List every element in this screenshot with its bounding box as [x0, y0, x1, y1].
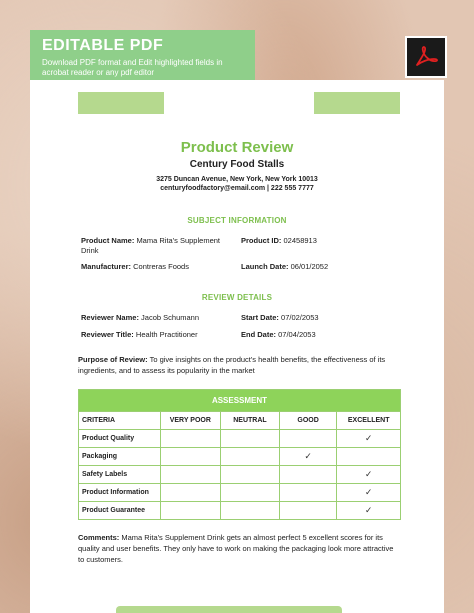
column-header: GOOD: [279, 412, 337, 429]
tape-decoration: [314, 92, 400, 114]
rating-cell[interactable]: [279, 466, 337, 483]
document-title: Product Review: [180, 139, 294, 156]
subject-information-heading: SUBJECT INFORMATION: [187, 216, 287, 225]
manufacturer-field[interactable]: [81, 262, 189, 272]
reviewer-name-value[interactable]: Jacob Schumann: [141, 313, 199, 322]
purpose-label: Purpose of Review:: [78, 355, 148, 364]
banner-subtitle: Download PDF format and Edit highlighted fields in acrobat reader or any pdf editor: [42, 58, 223, 77]
rating-cell[interactable]: [279, 502, 337, 519]
assessment-rows: [79, 429, 400, 519]
assessment-header-row: [79, 411, 400, 429]
column-header: VERY POOR: [160, 412, 221, 429]
criteria-cell[interactable]: Packaging: [82, 453, 118, 460]
criteria-cell[interactable]: Product Quality: [82, 435, 135, 442]
rating-cell[interactable]: [279, 484, 337, 501]
company-name[interactable]: Century Food Stalls: [189, 159, 285, 170]
tape-decoration: [116, 606, 342, 613]
banner-title: EDITABLE PDF: [42, 37, 164, 54]
end-date-label: End Date:: [241, 330, 277, 339]
checkmark-icon: ✓: [364, 487, 373, 497]
table-row: [79, 447, 400, 465]
launch-date-field[interactable]: [241, 262, 328, 272]
company-address[interactable]: 3275 Duncan Avenue, New York, New York 10013: [156, 176, 318, 183]
checkmark-icon: ✓: [364, 469, 373, 479]
company-contact[interactable]: centuryfoodfactory@email.com | 222 555 7777: [160, 185, 314, 192]
table-row: [79, 501, 400, 519]
tape-decoration: [78, 92, 164, 114]
product-id-value[interactable]: 02458913: [283, 236, 317, 245]
rating-cell[interactable]: [336, 430, 400, 447]
checkmark-icon: ✓: [364, 433, 373, 443]
comments-text[interactable]: Mama Rita's Supplement Drink gets an almost perfect 5 excellent scores for its quality and user benefits. They only have to work on making the packaging look more attractive to customers.: [78, 533, 394, 564]
comments-section[interactable]: [78, 532, 400, 565]
rating-cell[interactable]: [220, 502, 279, 519]
rating-cell[interactable]: [160, 466, 221, 483]
start-date-field[interactable]: [241, 313, 319, 323]
start-date-label: Start Date:: [241, 313, 279, 322]
manufacturer-value[interactable]: Contreras Foods: [133, 262, 189, 271]
checkmark-icon: ✓: [304, 451, 312, 461]
rating-cell[interactable]: [160, 430, 221, 447]
comments-label: Comments:: [78, 533, 120, 542]
assessment-table: [78, 389, 401, 520]
reviewer-name-field[interactable]: [81, 313, 199, 323]
rating-cell[interactable]: [279, 448, 337, 465]
checkmark-icon: ✓: [364, 505, 373, 515]
rating-cell[interactable]: [279, 430, 337, 447]
review-details-heading: REVIEW DETAILS: [201, 293, 273, 302]
start-date-value[interactable]: 07/02/2053: [281, 313, 319, 322]
rating-cell[interactable]: [336, 466, 400, 483]
criteria-cell[interactable]: Safety Labels: [82, 471, 128, 478]
product-id-field[interactable]: [241, 236, 317, 246]
adobe-acrobat-icon[interactable]: [405, 36, 447, 78]
purpose-of-review[interactable]: [78, 354, 400, 376]
assessment-title: ASSESSMENT: [79, 390, 400, 411]
reviewer-title-label: Reviewer Title:: [81, 330, 134, 339]
column-header: CRITERIA: [82, 417, 116, 424]
rating-cell[interactable]: [336, 502, 400, 519]
reviewer-title-value[interactable]: Health Practitioner: [135, 330, 198, 339]
rating-cell[interactable]: [336, 484, 400, 501]
product-id-label: Product ID:: [241, 236, 282, 245]
product-name-label: Product Name:: [81, 236, 135, 245]
table-row: [79, 483, 400, 501]
purpose-text[interactable]: To give insights on the product's health benefits, the effectiveness of its ingredients, and to assess its popularity in the market: [78, 355, 386, 375]
rating-cell[interactable]: [160, 502, 221, 519]
criteria-cell[interactable]: Product Guarantee: [82, 507, 146, 514]
end-date-value[interactable]: 07/04/2053: [278, 330, 316, 339]
table-row: [79, 465, 400, 483]
reviewer-name-label: Reviewer Name:: [81, 313, 139, 322]
rating-cell[interactable]: [160, 448, 221, 465]
product-name-value[interactable]: Mama Rita's Supplement Drink: [81, 236, 220, 255]
manufacturer-label: Manufacturer:: [81, 262, 132, 271]
rating-cell[interactable]: [220, 484, 279, 501]
rating-cell[interactable]: [160, 484, 221, 501]
product-name-field[interactable]: [81, 236, 229, 256]
end-date-field[interactable]: [241, 330, 316, 340]
column-header: NEUTRAL: [220, 412, 279, 429]
rating-cell[interactable]: [336, 448, 400, 465]
table-row: [79, 429, 400, 447]
reviewer-title-field[interactable]: [81, 330, 198, 340]
rating-cell[interactable]: [220, 448, 279, 465]
document-page: [30, 80, 444, 613]
launch-date-value[interactable]: 06/01/2052: [290, 262, 329, 271]
column-header: EXCELLENT: [336, 412, 400, 429]
launch-date-label: Launch Date:: [241, 262, 289, 271]
rating-cell[interactable]: [220, 466, 279, 483]
rating-cell[interactable]: [220, 430, 279, 447]
criteria-cell[interactable]: Product Information: [82, 489, 149, 496]
